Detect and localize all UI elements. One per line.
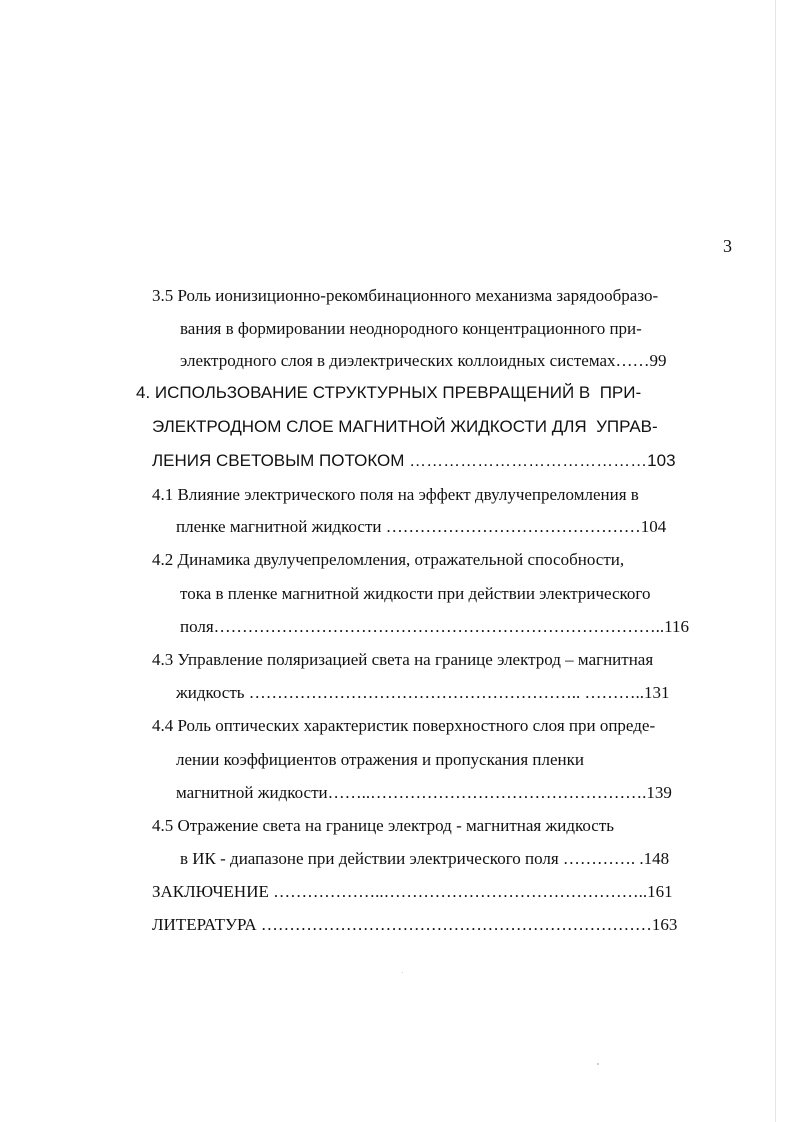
toc-line-3-5-a: 3.5 Роль ионизиционно-рекомбинационного механизма зарядообразо- xyxy=(152,286,659,305)
toc-line-4-1-b: пленке магнитной жидкости ………………………………………104 xyxy=(176,517,667,536)
toc-line-3-5-b: вания в формировании неоднородного концентрационного при- xyxy=(180,319,642,338)
toc-line-4-2-c: поля……………………………………………………………………..116 xyxy=(180,617,690,636)
toc-line-4-a: 4. ИСПОЛЬЗОВАНИЕ СТРУКТУРНЫХ ПРЕВРАЩЕНИЙ В ПРИ- xyxy=(136,383,642,402)
toc-line-4-2-b: тока в пленке магнитной жидкости при действии электрического xyxy=(180,584,651,603)
toc-line-4-c: ЛЕНИЯ СВЕТОВЫМ ПОТОКОМ ……………………………………103 xyxy=(152,451,676,470)
toc-line-literature: ЛИТЕРАТУРА ……………………………………………………………163 xyxy=(152,915,678,934)
page-number: 3 xyxy=(723,236,732,256)
toc-line-4-1-a: 4.1 Влияние электрического поля на эффект двулучепреломления в xyxy=(152,485,639,504)
toc-line-4-3-b: жидкость ………………………………………………….. ………..131 xyxy=(176,683,670,702)
toc-line-4-2-a: 4.2 Динамика двулучепреломления, отражательной способности, xyxy=(152,550,625,569)
toc-line-4-4-a: 4.4 Роль оптических характеристик поверхностного слоя при опреде- xyxy=(152,716,656,735)
toc-line-3-5-c: электродного слоя в диэлектрических коллоидных системах……99 xyxy=(180,351,667,370)
toc-line-conclusion: ЗАКЛЮЧЕНИЕ ………………..………………………………………..161 xyxy=(152,882,673,901)
toc-line-4-4-c: магнитной жидкости……..………………………………………….139 xyxy=(176,783,672,802)
toc-line-4-3-a: 4.3 Управление поляризацией света на границе электрод – магнитная xyxy=(152,650,654,669)
toc-line-4-4-b: лении коэффициентов отражения и пропускания пленки xyxy=(176,750,584,769)
toc-line-4-5-a: 4.5 Отражение света на границе электрод - магнитная жидкость xyxy=(152,816,615,835)
toc-line-4-b: ЭЛЕКТРОДНОМ СЛОЕ МАГНИТНОЙ ЖИДКОСТИ ДЛЯ УПРАВ- xyxy=(152,417,658,436)
toc-line-4-5-b: в ИК - диапазоне при действии электрического поля …………. .148 xyxy=(180,849,670,868)
